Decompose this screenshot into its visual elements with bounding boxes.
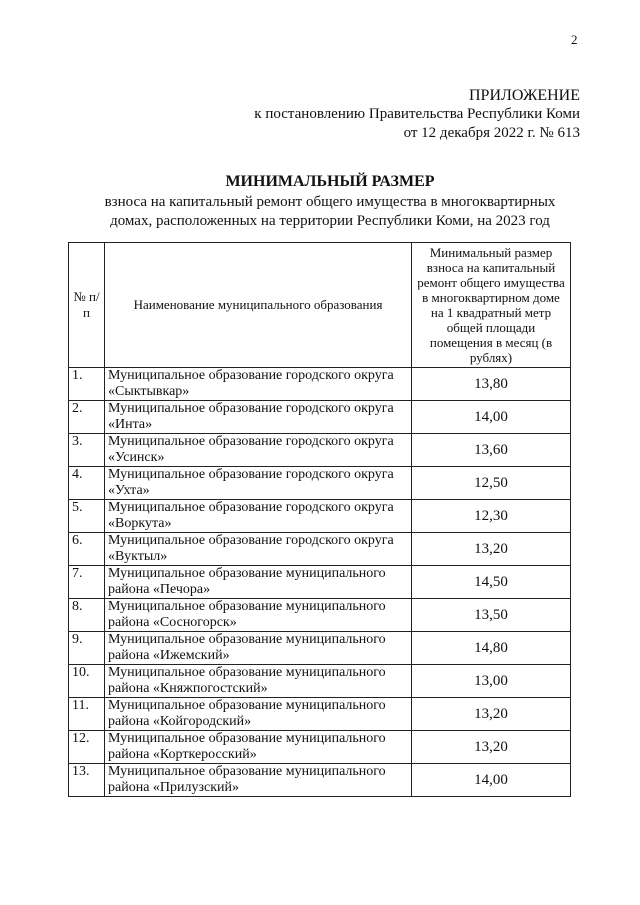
- table-row: [69, 500, 571, 533]
- row-municipality-name: Муниципальное образование городского округа «Инта»: [105, 401, 412, 434]
- row-number: 1.: [69, 368, 105, 401]
- row-number: 13.: [69, 764, 105, 797]
- row-min-rate: 14,00: [412, 401, 571, 434]
- row-min-rate: 13,20: [412, 698, 571, 731]
- row-min-rate: 13,20: [412, 731, 571, 764]
- row-number: 11.: [69, 698, 105, 731]
- table-row: [69, 698, 571, 731]
- row-min-rate: 14,50: [412, 566, 571, 599]
- table-row: [69, 434, 571, 467]
- header-municipality-name: Наименование муниципального образования: [105, 243, 412, 368]
- table-row: [69, 632, 571, 665]
- row-number: 10.: [69, 665, 105, 698]
- row-min-rate: 13,20: [412, 533, 571, 566]
- row-number: 9.: [69, 632, 105, 665]
- row-municipality-name: Муниципальное образование городского округа «Ухта»: [105, 467, 412, 500]
- row-min-rate: 13,80: [412, 368, 571, 401]
- appendix-date-line: от 12 декабря 2022 г. № 613: [403, 125, 580, 141]
- row-number: 5.: [69, 500, 105, 533]
- row-municipality-name: Муниципальное образование муниципального района «Сосногорск»: [105, 599, 412, 632]
- row-number: 12.: [69, 731, 105, 764]
- appendix-label: ПРИЛОЖЕНИЕ: [468, 87, 580, 104]
- table-row: [69, 401, 571, 434]
- row-municipality-name: Муниципальное образование муниципального района «Койгородский»: [105, 698, 412, 731]
- table-row: [69, 764, 571, 797]
- row-municipality-name: Муниципальное образование муниципального района «Княжпогостский»: [105, 665, 412, 698]
- table-row: [69, 665, 571, 698]
- row-min-rate: 13,50: [412, 599, 571, 632]
- row-number: 6.: [69, 533, 105, 566]
- row-number: 2.: [69, 401, 105, 434]
- rates-table: [68, 242, 571, 797]
- table-row: [69, 533, 571, 566]
- row-municipality-name: Муниципальное образование муниципального района «Печора»: [105, 566, 412, 599]
- row-number: 3.: [69, 434, 105, 467]
- table-row: [69, 467, 571, 500]
- table-header-row: [69, 243, 571, 368]
- row-min-rate: 13,60: [412, 434, 571, 467]
- document-subtitle-line-2: домах, расположенных на территории Республики Коми, на 2023 год: [110, 213, 550, 229]
- document-title: МИНИМАЛЬНЫЙ РАЗМЕР: [225, 173, 435, 190]
- row-municipality-name: Муниципальное образование городского округа «Усинск»: [105, 434, 412, 467]
- row-municipality-name: Муниципальное образование городского округа «Сыктывкар»: [105, 368, 412, 401]
- header-min-rate: Минимальный размер взноса на капитальный ремонт общего имущества в многоквартирном доме на 1 квадратный метр общей площади помещения в месяц (в рублях): [412, 243, 571, 368]
- row-municipality-name: Муниципальное образование городского округа «Вуктыл»: [105, 533, 412, 566]
- row-number: 7.: [69, 566, 105, 599]
- row-municipality-name: Муниципальное образование муниципального района «Корткеросский»: [105, 731, 412, 764]
- row-municipality-name: Муниципальное образование городского округа «Воркута»: [105, 500, 412, 533]
- row-min-rate: 12,30: [412, 500, 571, 533]
- document-title-block: [80, 172, 580, 230]
- row-min-rate: 14,80: [412, 632, 571, 665]
- row-municipality-name: Муниципальное образование муниципального района «Прилузский»: [105, 764, 412, 797]
- row-number: 4.: [69, 467, 105, 500]
- page-number: 2: [571, 32, 578, 47]
- table-row: [69, 599, 571, 632]
- table-row: [69, 566, 571, 599]
- appendix-resolution-line: к постановлению Правительства Республики Коми: [254, 106, 580, 122]
- table-row: [69, 368, 571, 401]
- document-subtitle-line-1: взноса на капитальный ремонт общего имущества в многоквартирных: [104, 194, 556, 210]
- row-min-rate: 13,00: [412, 665, 571, 698]
- row-min-rate: 14,00: [412, 764, 571, 797]
- row-municipality-name: Муниципальное образование муниципального района «Ижемский»: [105, 632, 412, 665]
- row-min-rate: 12,50: [412, 467, 571, 500]
- row-number: 8.: [69, 599, 105, 632]
- header-number: № п/п: [69, 243, 105, 368]
- table-row: [69, 731, 571, 764]
- appendix-heading: [254, 86, 580, 143]
